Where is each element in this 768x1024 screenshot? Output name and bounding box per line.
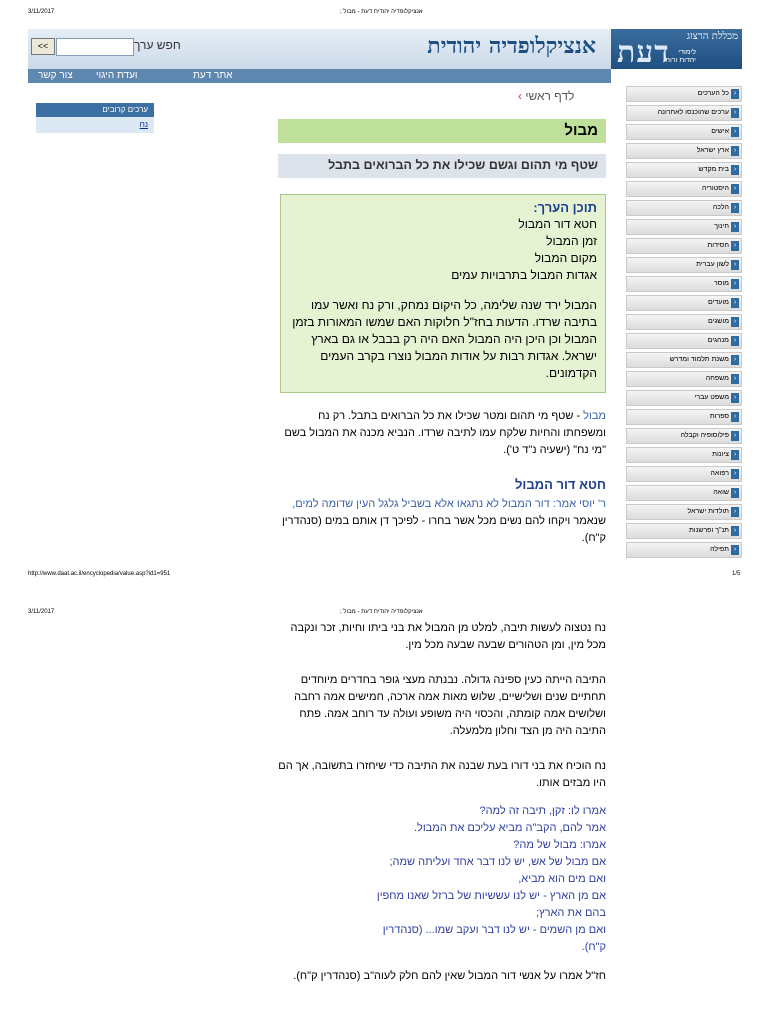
dialog-line: אמרו: מבול של מה? [513, 839, 606, 851]
site-title: אנציקלופדיה יהודית [427, 33, 596, 59]
bullet-icon: › [731, 203, 739, 213]
breadcrumb-home-link[interactable]: לדף ראשי [525, 89, 575, 103]
bullet-icon: › [731, 412, 739, 422]
sidebar-item-temple[interactable]: › בית מקדש [626, 162, 742, 178]
sidebar-item-tanach[interactable]: › תנ"ך ופרשנות [626, 523, 742, 539]
bullet-icon: › [731, 507, 739, 517]
sidebar-item-education[interactable]: › חינוך [626, 219, 742, 235]
page2-paragraph: התיבה הייתה כעין ספינה גדולה. נבנתה מעצי גופר בחדרים מיוחדים תחתיים שנים ושלישיים, שלוש מאות אמה ארכה, חמישים אמה רחבה ושלושים אמה קומתה, והכסוי היה משופע ועולה עד רוחב אמה. פתח התיבה היה מן הצד וחלון מלמעלה. [294, 674, 606, 737]
print-page-number: 1/5 [732, 571, 741, 577]
sidebar-item-recent[interactable]: › ערכים שהוכנסו לאחרונה [626, 105, 742, 121]
nav-item-contact[interactable]: צור קשר [38, 70, 73, 81]
section-paragraph: ר' יוסי אמר: דור המבול לא נתגאו אלא בשביל גלגל העין שדומה למים, שנאמר ויקחו להם נשים מכל אשר בחרו - לפיכך דן אותם במים (סנהדרין ק"ח). [281, 498, 606, 544]
sidebar-item-family[interactable]: › משפחה [626, 371, 742, 387]
bullet-icon: › [731, 317, 739, 327]
bullet-icon: › [731, 184, 739, 194]
nav-item-steering[interactable]: ועדת היגוי [96, 70, 138, 81]
search-go-button[interactable]: << [31, 38, 55, 55]
sidebar-item-hebrew[interactable]: › לשון עברית [626, 257, 742, 273]
bullet-icon: › [731, 526, 739, 536]
sidebar-item-ethics[interactable]: › מוסר [626, 276, 742, 292]
sidebar-item-hasidut[interactable]: › חסידות [626, 238, 742, 254]
breadcrumb[interactable] [518, 89, 574, 103]
search-input[interactable] [56, 38, 134, 56]
related-entry-noah[interactable]: נח [36, 117, 154, 133]
dialog-line: אמרו לו: זקן, תיבה זה למה? [479, 805, 606, 817]
toc-item[interactable]: זמן המבול [546, 234, 597, 248]
bullet-icon: › [731, 165, 739, 175]
dialog-line: אמר להם, הקב"ה מביא עליכם את המבול. [413, 822, 606, 834]
print-header-title: ; אנציקלופדיה יהודית דעת - מבול [340, 609, 423, 615]
sidebar-item-eretz-israel[interactable]: › ארץ ישראל [626, 143, 742, 159]
dialog-line: אם מבול של אש, יש לנו דבר אחד ועליתה שמה; [389, 856, 606, 868]
bullet-icon: › [731, 222, 739, 232]
dialog-line: ואם מן השמים - יש לנו דבר ועקב שמו... (סנהדרין [382, 924, 606, 936]
summary-text: המבול ירד שנה שלימה, כל היקום נמחק, ורק נח ואשר עמו בתיבה שרדו. הדעות בחז"ל חלוקות האם שמשו המאורות בזמן המבול וכן היכן היה המבול האם היה רק בבבל או גם בארץ ישראל. אגדות רבות על אודות המבול נוצרו בקרב העמים הקדמונים. [292, 298, 597, 380]
sidebar-item-shoah[interactable]: › שואה [626, 485, 742, 501]
sidebar-item-law[interactable]: › משפט עברי [626, 390, 742, 406]
related-entries-title: ערכים קרובים [36, 103, 154, 117]
sidebar-item-history[interactable]: › היסטוריה [626, 181, 742, 197]
sidebar-item-philosophy[interactable]: › פילוסופיה וקבלה [626, 428, 742, 444]
toc-box [280, 194, 606, 393]
toc-item[interactable]: מקום המבול [534, 251, 597, 265]
bullet-icon: › [731, 241, 739, 251]
toc-title: תוכן הערך: [533, 200, 597, 215]
bullet-icon: › [731, 431, 739, 441]
print-date: 3/11/2017 [28, 9, 55, 15]
dialog-line: אם מן הארץ - יש לנו עששיות של ברזל שאנו מחפין [376, 890, 606, 902]
sidebar-item-all[interactable]: › כל הערכים [626, 86, 742, 102]
bullet-icon: › [731, 545, 739, 555]
bullet-icon: › [731, 450, 739, 460]
sidebar-item-prayer[interactable]: › תפילה [626, 542, 742, 558]
sidebar-item-customs[interactable]: › מנהגים [626, 333, 742, 349]
article-subtitle: שטף מי תהום וגשם שכילו את כל הברואים בתבל [328, 158, 598, 172]
toc-item[interactable]: חטא דור המבול [518, 217, 597, 231]
talmud-quote: ר' יוסי אמר: דור המבול לא נתגאו אלא בשביל גלגל העין שדומה למים, [292, 498, 606, 510]
page2-paragraph: נח נטצוה לעשות תיבה, למלט מן המבול את בני ביתו וחיות, זכר ונקבה מכל מין, ומן הטהורים שבעה שבעה מכל מין. [290, 622, 606, 651]
bullet-icon: › [731, 89, 739, 99]
search-label: חפש ערך [134, 38, 181, 52]
article-title: מבול [564, 122, 598, 139]
intro-term-link[interactable]: מבול [583, 410, 606, 422]
print-footer-url: http://www.daat.ac.il/encyclopedia/value.asp?id1=951 [28, 571, 171, 577]
article-title-band [278, 119, 606, 143]
page2-paragraph: חז"ל אמרו על אנשי דור המבול שאין להם חלק לעוה"ב (סנהדרין ק"ח). [293, 970, 606, 982]
sidebar-item-medicine[interactable]: › רפואה [626, 466, 742, 482]
article-subtitle-band [278, 154, 606, 178]
daat-logo[interactable]: מכללת הרצוג דעת לימודי יהדות ורוח [611, 29, 742, 69]
intro-paragraph: מבול - שטף מי תהום ומטר שכילו את כל הברואים בתבל. רק נח ומשפחתו והחיות שלקח עמו לתיבה שרדו. הנביא מכנה את המבול בשם "מי נח" (ישעיה נ"ד ט'). [284, 410, 606, 456]
bullet-icon: › [731, 374, 739, 384]
sidebar-item-jewish-history[interactable]: › תולדות ישראל [626, 504, 742, 520]
bullet-icon: › [731, 355, 739, 365]
top-nav-bar [28, 69, 611, 83]
bullet-icon: › [731, 146, 739, 156]
sidebar-item-concepts[interactable]: › מושגים [626, 314, 742, 330]
dialog-line: ואם מים הוא מביא, [518, 873, 606, 885]
breadcrumb-arrow-icon: ‹ [518, 89, 522, 103]
bullet-icon: › [731, 260, 739, 270]
bullet-icon: › [731, 488, 739, 498]
page2-paragraph: נח הוכיח את בני דורו בעת שבנה את התיבה כדי שיחזרו בתשובה, אך הם היו מבזים אותו. [278, 760, 606, 789]
dialog-quote [300, 803, 606, 956]
dialog-line: ק"ח). [581, 941, 606, 953]
bullet-icon: › [731, 298, 739, 308]
bullet-icon: › [731, 469, 739, 479]
section-title: חטא דור המבול [514, 477, 606, 492]
bullet-icon: › [731, 279, 739, 289]
sidebar-item-literature[interactable]: › ספרות [626, 409, 742, 425]
sidebar-item-people[interactable]: › אישים [626, 124, 742, 140]
bullet-icon: › [731, 127, 739, 137]
sidebar-item-mishna[interactable]: › משנת תלמוד ומדרש [626, 352, 742, 368]
dialog-line: בהם את הארץ; [536, 907, 606, 919]
print-date: 3/11/2017 [28, 609, 55, 615]
toc-item[interactable]: אגדות המבול בתרבויות עמים [451, 268, 597, 282]
print-header-title: ; אנציקלופדיה יהודית דעת - מבול [340, 9, 423, 15]
bullet-icon: › [731, 336, 739, 346]
sidebar-item-holidays[interactable]: › מועדים [626, 295, 742, 311]
bullet-icon: › [731, 393, 739, 403]
sidebar-item-zionism[interactable]: › ציונות [626, 447, 742, 463]
bullet-icon: › [731, 108, 739, 118]
nav-item-daat[interactable]: אתר דעת [193, 70, 233, 81]
sidebar-item-halacha[interactable]: › הלכה [626, 200, 742, 216]
